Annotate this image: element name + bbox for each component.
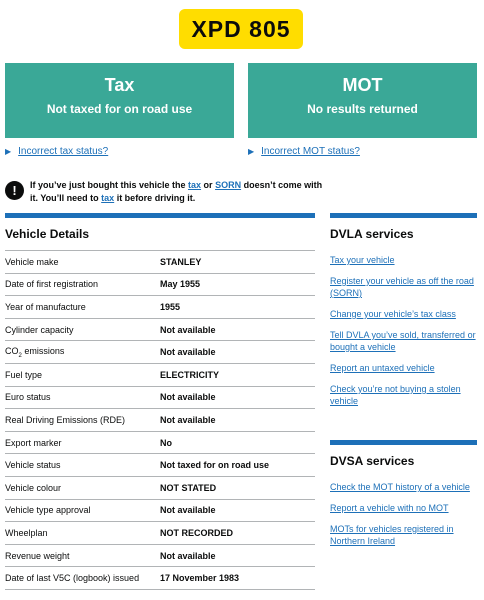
row-label: Vehicle make	[5, 256, 59, 267]
row-label: Real Driving Emissions (RDE)	[5, 414, 126, 425]
tax-status-text: Not taxed for on road use	[46, 102, 193, 116]
number-plate: XPD 805	[179, 9, 303, 49]
warning-notice	[5, 179, 325, 205]
row-value: STANLEY	[160, 256, 202, 267]
row-label: Wheelplan	[5, 527, 48, 538]
warning-text	[30, 179, 325, 205]
co2-label-rest: emissions	[21, 345, 65, 356]
incorrect-tax-disclosure[interactable]	[5, 146, 108, 157]
table-row	[5, 341, 315, 364]
table-row	[5, 251, 315, 274]
mot-history-link[interactable]: Check the MOT history of a vehicle	[330, 482, 470, 492]
incorrect-tax-link[interactable]: Incorrect tax status?	[18, 146, 109, 157]
mot-title: MOT	[342, 75, 383, 95]
mot-northern-ireland-link[interactable]: MOTs for vehicles registered in Northern Ireland	[330, 524, 454, 546]
warning-text-part: it before driving it.	[114, 193, 196, 203]
table-row	[5, 432, 315, 455]
sorn-register-link[interactable]: Register your vehicle as off the road (SORN)	[330, 276, 474, 298]
row-value: Not available	[160, 392, 216, 403]
incorrect-mot-link[interactable]: Incorrect MOT status?	[261, 146, 360, 157]
tax-your-vehicle-link[interactable]: Tax your vehicle	[330, 255, 395, 265]
vehicle-details-section	[5, 213, 315, 590]
table-row	[5, 296, 315, 319]
warning-text-part: doesn’t come with it. You’ll need to	[30, 180, 323, 203]
table-row	[5, 364, 315, 387]
table-row	[5, 477, 315, 500]
row-label: Revenue weight	[5, 550, 70, 561]
sorn-link[interactable]: SORN	[215, 180, 242, 190]
row-value: Not available	[160, 324, 216, 335]
tax-title: Tax	[104, 75, 135, 95]
row-value: Not available	[160, 505, 216, 516]
change-tax-class-link[interactable]: Change your vehicle’s tax class	[330, 309, 456, 319]
table-row	[5, 454, 315, 477]
table-row	[5, 500, 315, 523]
dvla-services-heading: DVLA services	[330, 227, 414, 241]
row-label: Year of manufacture	[5, 301, 86, 312]
warning-text-part: If you’ve just bought this vehicle the	[30, 180, 189, 190]
row-value: Not taxed for on road use	[160, 460, 270, 471]
warning-text-part: or	[201, 180, 216, 190]
mot-status-panel	[248, 63, 477, 138]
row-label: Euro status	[5, 392, 51, 403]
row-value: NOT STATED	[160, 482, 217, 493]
dvsa-services-heading: DVSA services	[330, 454, 415, 468]
row-label	[5, 346, 160, 359]
row-label: Cylinder capacity	[5, 324, 74, 335]
dvsa-services-section	[330, 440, 477, 556]
table-row	[5, 567, 315, 590]
tax-link-2[interactable]: tax	[101, 193, 115, 203]
row-label: Vehicle type approval	[5, 505, 91, 516]
table-row	[5, 274, 315, 297]
triangle-right-icon: ▶	[248, 147, 255, 156]
row-value: Not available	[160, 347, 216, 358]
table-row	[5, 319, 315, 342]
row-value: 1955	[160, 301, 181, 312]
tax-link[interactable]: tax	[188, 180, 202, 190]
row-label: Date of first registration	[5, 279, 99, 290]
mot-status-text: No results returned	[307, 102, 418, 116]
check-stolen-link[interactable]: Check you’re not buying a stolen vehicle	[330, 384, 461, 406]
row-label: Vehicle colour	[5, 482, 62, 493]
vehicle-details-heading: Vehicle Details	[5, 218, 315, 251]
row-value: ELECTRICITY	[160, 369, 220, 380]
table-row	[5, 545, 315, 568]
co2-label-main: CO	[5, 345, 19, 356]
row-value: Not available	[160, 550, 216, 561]
report-no-mot-link[interactable]: Report a vehicle with no MOT	[330, 503, 449, 513]
incorrect-mot-disclosure[interactable]	[248, 146, 360, 157]
row-label: Date of last V5C (logbook) issued	[5, 573, 140, 584]
exclamation-icon: !	[5, 181, 24, 200]
row-value: Not available	[160, 414, 216, 425]
row-value: 17 November 1983	[160, 573, 240, 584]
tell-dvla-sold-link[interactable]: Tell DVLA you’ve sold, transferred or bought a vehicle	[330, 330, 476, 352]
row-label: Fuel type	[5, 369, 43, 380]
table-row	[5, 409, 315, 432]
tax-status-panel	[5, 63, 234, 138]
row-value: No	[160, 437, 172, 448]
triangle-right-icon: ▶	[5, 147, 12, 156]
co2-label-subscript: 2	[18, 352, 22, 359]
row-label: Vehicle status	[5, 460, 61, 471]
row-value: NOT RECORDED	[160, 527, 234, 538]
table-row	[5, 387, 315, 410]
report-untaxed-link[interactable]: Report an untaxed vehicle	[330, 363, 435, 373]
dvla-services-section	[330, 213, 477, 416]
row-label: Export marker	[5, 437, 62, 448]
table-row	[5, 522, 315, 545]
row-value: May 1955	[160, 279, 201, 290]
